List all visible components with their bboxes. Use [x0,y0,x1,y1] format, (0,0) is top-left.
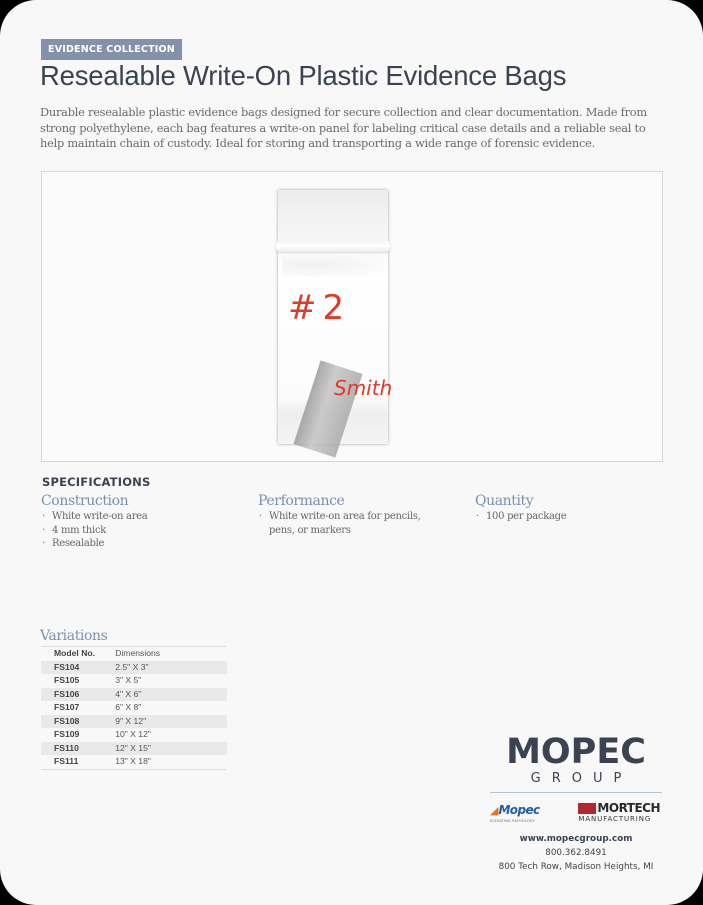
bag-reflection [282,254,384,276]
table-row [41,688,227,702]
category-tag: EVIDENCE COLLECTION [41,39,182,60]
mopec-group-logo: MOPEC [506,732,646,772]
variations-table [41,646,227,770]
spec-item [41,537,241,551]
dimensions-cell: 4" X 6" [115,688,227,702]
dimensions-cell: 9" X 12" [115,715,227,729]
spec-item-text: White write-on area [52,511,148,522]
table-row [41,755,227,769]
dimensions-cell: 3" X 5" [115,675,142,685]
contact-info [486,832,666,874]
dimensions-cell: 12" X 15" [115,742,227,756]
bag-seal-strip [276,240,390,252]
specifications-heading: SPECIFICATIONS [42,475,151,489]
divider [490,792,662,793]
razor-blade-image [293,360,362,457]
spec-column-title: Construction [41,493,129,509]
website-link[interactable]: www.mopecgroup.com [519,834,633,844]
bullet-icon: · [259,511,262,522]
bullet-icon: · [476,511,479,522]
evidence-bag-image [278,190,393,444]
company-footer [486,732,666,874]
table-row [41,674,227,688]
spec-item [258,510,439,537]
bag-label-name: Smith [334,376,393,400]
bullet-icon: · [42,538,45,550]
dimensions-cell: 13" X 18" [115,756,151,766]
spec-column-title: Quantity [475,493,534,509]
spec-item-text: 4 mm thick [52,524,107,536]
bullet-icon: · [42,511,45,522]
sub-brand-logos [486,801,666,823]
spec-item [475,510,665,524]
product-image-frame [41,171,663,462]
model-cell: FS106 [41,688,115,702]
model-cell: FS108 [41,715,115,729]
table-row [41,661,227,675]
spec-item-text: White write-on area for pencils, pens, or markers [269,511,421,536]
spec-column-construction [41,493,241,551]
dimensions-cell: 10" X 12" [115,729,151,739]
spec-item-text: Resealable [52,538,105,550]
mopec-sub-tagline: ELEVATING PATHOLOGY [490,819,535,823]
logo-group-text: GROUP [530,771,633,786]
product-description: Durable resealable plastic evidence bags designed for secure collection and clear documentation. Made from strong polyethylene, each bag features a write-on panel for labeling critical case details and a reliable seal to help maintain chain of custody. Ideal for storing and transporting a wide range of forensic evidence. [40,105,647,151]
mortech-logo [578,802,660,823]
page-title: Resealable Write-On Plastic Evidence Bags [40,60,567,91]
model-cell: FS111 [54,756,79,766]
table-row [41,701,227,715]
model-cell: FS105 [54,675,80,685]
model-cell: FS110 [41,742,115,756]
spec-column-performance [258,493,448,537]
phone-number: 800.362.8491 [545,848,607,858]
mortech-red-block-icon [578,803,596,814]
swoosh-icon: ◢ [490,805,499,817]
spec-column-title: Performance [258,493,345,509]
bag-label-number: #2 [288,288,351,328]
column-header-dimensions: Dimensions [115,648,161,658]
spec-item-text: 100 per package [486,511,567,522]
table-header-row [41,647,227,661]
address: 800 Tech Row, Madison Heights, MI [498,862,654,872]
model-cell: FS104 [41,661,115,675]
model-cell: FS107 [54,702,80,712]
table-row [41,728,227,742]
dimensions-cell: 2.5" X 3" [115,661,227,675]
model-cell: FS109 [54,729,80,739]
bullet-icon: · [42,524,45,536]
table-row [41,742,227,756]
spec-item [41,510,241,524]
column-header-model: Model No. [54,648,96,658]
mortech-tagline: MANUFACTURING [578,814,652,823]
spec-column-quantity [475,493,665,524]
mortech-name: MORTECH [597,800,660,815]
table-row [41,715,227,729]
mopec-sub-name: Mopec [498,803,540,817]
variations-heading: Variations [40,628,108,644]
mopec-sub-logo [490,801,540,823]
spec-item [41,524,241,538]
dimensions-cell: 6" X 8" [115,702,142,712]
